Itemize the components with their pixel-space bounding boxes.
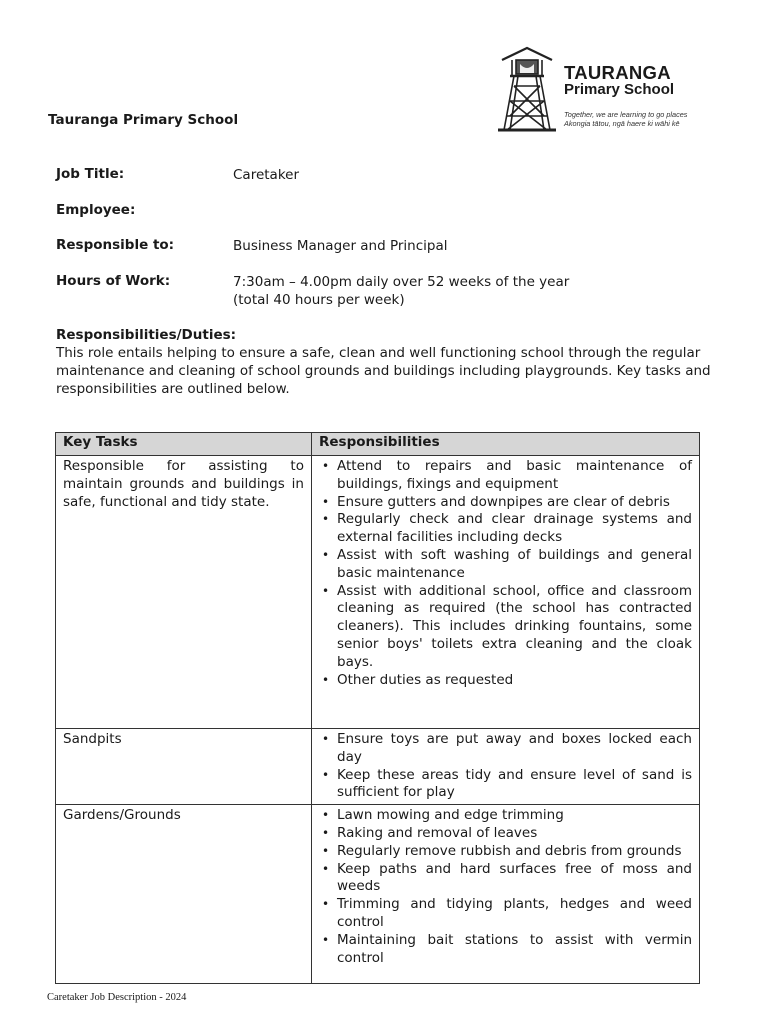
list-item: • Trimming and tidying plants, hedges and weed control [337,896,692,932]
logo-tagline-maori: Akongia tātou, ngā haere ki wāhi kē [564,119,680,128]
list-item: • Lawn mowing and edge trimming [337,807,692,825]
logo-subtitle: Primary School [564,81,675,98]
task-cell: Gardens/Grounds [56,805,312,984]
list-item: • Assist with soft washing of buildings and general basic maintenance [337,547,692,583]
list-item: • Ensure gutters and downpipes are clear of debris [337,494,692,512]
responsibilities-heading: Responsibilities/Duties: [56,327,237,343]
school-name: Tauranga Primary School [48,112,239,128]
list-item: • Maintaining bait stations to assist with vermin control [337,932,692,968]
field-value: Business Manager and Principal [233,238,448,254]
column-header-key-tasks: Key Tasks [56,433,312,456]
responsibility-list [319,731,692,802]
list-item: • Raking and removal of leaves [337,825,692,843]
table-header-row [56,433,700,456]
page-footer: Caretaker Job Description - 2024 [47,992,187,1003]
list-item: • Other duties as requested [337,672,692,690]
responsibilities-cell [312,456,700,729]
table-row [56,729,700,805]
logo-tagline-english: Together, we are learning to go places [564,110,688,119]
responsibility-list [319,807,692,967]
responsibilities-cell [312,805,700,984]
field-label: Job Title: [56,166,125,182]
bell-tower-icon [496,46,558,136]
responsibilities-paragraph: This role entails helping to ensure a safe, clean and well functioning school through the regular maintenance and cleaning of school grounds and buildings including playgrounds. Key tasks and responsibilities are outlined below. [56,345,711,397]
list-item: • Assist with additional school, office and classroom cleaning as required (the school has contracted cleaners). This includes drinking fountains, some senior boys' toilets extra cleaning and the cloak bays. [337,583,692,672]
task-cell: Responsible for assisting to maintain grounds and buildings in safe, functional and tidy state. [56,456,312,729]
task-cell: Sandpits [56,729,312,805]
responsibility-list [319,458,692,689]
field-value-note: (total 40 hours per week) [233,292,405,308]
field-label: Responsible to: [56,237,175,253]
key-tasks-table [55,432,700,984]
list-item: • Keep paths and hard surfaces free of moss and weeds [337,861,692,897]
logo-title: TAURANGA [564,62,671,83]
school-logo [496,46,716,136]
field-label: Hours of Work: [56,273,171,289]
table-row [56,456,700,729]
list-item: • Attend to repairs and basic maintenance of buildings, fixings and equipment [337,458,692,494]
responsibilities-cell [312,729,700,805]
field-value: 7:30am – 4.00pm daily over 52 weeks of the year [233,274,570,290]
list-item: • Ensure toys are put away and boxes locked each day [337,731,692,767]
list-item: • Regularly check and clear drainage systems and external facilities including decks [337,511,692,547]
field-label: Employee: [56,202,136,218]
table-row [56,805,700,984]
column-header-responsibilities: Responsibilities [312,433,700,456]
list-item: • Regularly remove rubbish and debris from grounds [337,843,692,861]
list-item: • Keep these areas tidy and ensure level of sand is sufficient for play [337,767,692,803]
field-value: Caretaker [233,167,300,183]
